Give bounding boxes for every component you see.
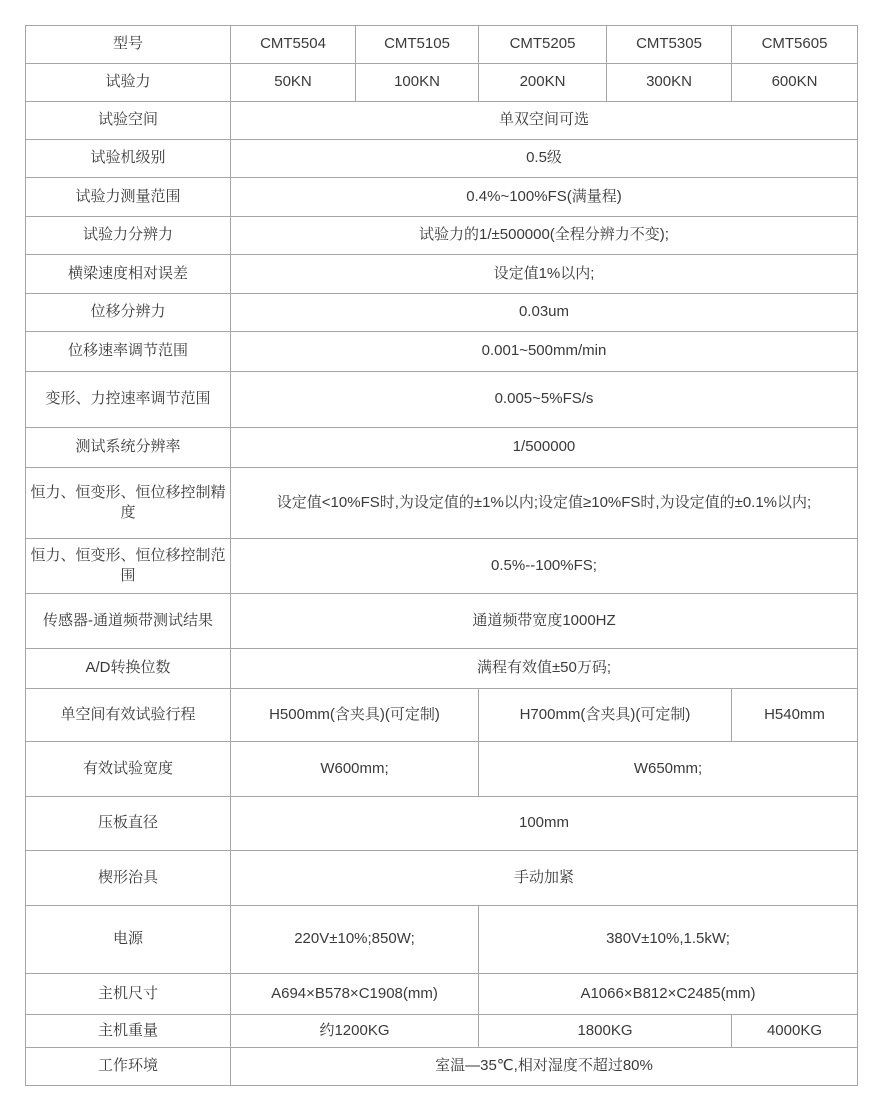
spec-value: 约1200KG (231, 1015, 479, 1048)
model-name: CMT5105 (356, 26, 479, 64)
spec-value: 0.005~5%FS/s (231, 372, 858, 428)
row-label: 试验空间 (26, 102, 231, 140)
spec-value: 220V±10%;850W; (231, 906, 479, 974)
spec-value: H500mm(含夹具)(可定制) (231, 689, 479, 742)
row-label: 恒力、恒变形、恒位移控制精度 (26, 468, 231, 539)
spec-value: 1/500000 (231, 428, 858, 468)
table-row-model (26, 26, 858, 64)
table-row-system-resolution (26, 428, 858, 468)
spec-value: 300KN (607, 64, 732, 102)
row-label: 位移速率调节范围 (26, 332, 231, 372)
spec-value: 200KN (479, 64, 607, 102)
spec-value: 设定值<10%FS时,为设定值的±1%以内;设定值≥10%FS时,为设定值的±0.1%以内; (231, 468, 858, 539)
row-label: 压板直径 (26, 797, 231, 851)
table-row-effective-stroke (26, 689, 858, 742)
spec-value: 0.001~500mm/min (231, 332, 858, 372)
row-label: 有效试验宽度 (26, 742, 231, 797)
table-row-test-force (26, 64, 858, 102)
row-label: 单空间有效试验行程 (26, 689, 231, 742)
table-row-wedge-fixture (26, 851, 858, 906)
model-name: CMT5305 (607, 26, 732, 64)
table-row-platen-diameter (26, 797, 858, 851)
table-row-machine-weight (26, 1015, 858, 1048)
table-row-sensor-bandwidth (26, 594, 858, 649)
spec-value: 0.5%--100%FS; (231, 539, 858, 594)
spec-value: 室温—35℃,相对湿度不超过80% (231, 1048, 858, 1086)
row-label: 传感器-通道频带测试结果 (26, 594, 231, 649)
spec-value: 380V±10%,1.5kW; (479, 906, 858, 974)
table-row-power-supply (26, 906, 858, 974)
model-name: CMT5605 (732, 26, 858, 64)
spec-value: 100mm (231, 797, 858, 851)
table-row-deform-rate-range (26, 372, 858, 428)
row-label: 试验力分辨力 (26, 217, 231, 255)
row-label: 测试系统分辨率 (26, 428, 231, 468)
spec-value: W600mm; (231, 742, 479, 797)
model-name: CMT5205 (479, 26, 607, 64)
spec-value: W650mm; (479, 742, 858, 797)
spec-value: 100KN (356, 64, 479, 102)
row-label: 试验力测量范围 (26, 178, 231, 217)
table-row-force-range (26, 178, 858, 217)
row-label: 主机尺寸 (26, 974, 231, 1015)
spec-value: 单双空间可选 (231, 102, 858, 140)
model-name: CMT5504 (231, 26, 356, 64)
spec-value: 手动加紧 (231, 851, 858, 906)
spec-value: 0.03um (231, 294, 858, 332)
row-label: 试验机级别 (26, 140, 231, 178)
row-label: 位移分辨力 (26, 294, 231, 332)
row-label: 主机重量 (26, 1015, 231, 1048)
row-label: 恒力、恒变形、恒位移控制范围 (26, 539, 231, 594)
table-row-displacement-resolution (26, 294, 858, 332)
spec-value: H700mm(含夹具)(可定制) (479, 689, 732, 742)
spec-value: A694×B578×C1908(mm) (231, 974, 479, 1015)
row-label: 横梁速度相对误差 (26, 255, 231, 294)
spec-value: 满程有效值±50万码; (231, 649, 858, 689)
spec-value: 设定值1%以内; (231, 255, 858, 294)
spec-value: H540mm (732, 689, 858, 742)
table-row-working-environment (26, 1048, 858, 1086)
row-label: 变形、力控速率调节范围 (26, 372, 231, 428)
spec-value: 1800KG (479, 1015, 732, 1048)
row-label: 型号 (26, 26, 231, 64)
table-row-force-resolution (26, 217, 858, 255)
table-row-displacement-rate-range (26, 332, 858, 372)
spec-value: 0.5级 (231, 140, 858, 178)
table-row-control-precision (26, 468, 858, 539)
spec-value: A1066×B812×C2485(mm) (479, 974, 858, 1015)
table-row-effective-width (26, 742, 858, 797)
spec-value: 4000KG (732, 1015, 858, 1048)
spec-value: 试验力的1/±500000(全程分辨力不变); (231, 217, 858, 255)
table-row-ad-bits (26, 649, 858, 689)
spec-table (25, 25, 858, 1086)
row-label: 试验力 (26, 64, 231, 102)
spec-value: 0.4%~100%FS(满量程) (231, 178, 858, 217)
table-row-test-space (26, 102, 858, 140)
spec-value: 50KN (231, 64, 356, 102)
table-row-machine-class (26, 140, 858, 178)
table-row-machine-dimensions (26, 974, 858, 1015)
spec-value: 600KN (732, 64, 858, 102)
row-label: A/D转换位数 (26, 649, 231, 689)
table-row-control-range (26, 539, 858, 594)
row-label: 电源 (26, 906, 231, 974)
table-row-beam-speed-error (26, 255, 858, 294)
row-label: 楔形治具 (26, 851, 231, 906)
spec-value: 通道频带宽度1000HZ (231, 594, 858, 649)
row-label: 工作环境 (26, 1048, 231, 1086)
